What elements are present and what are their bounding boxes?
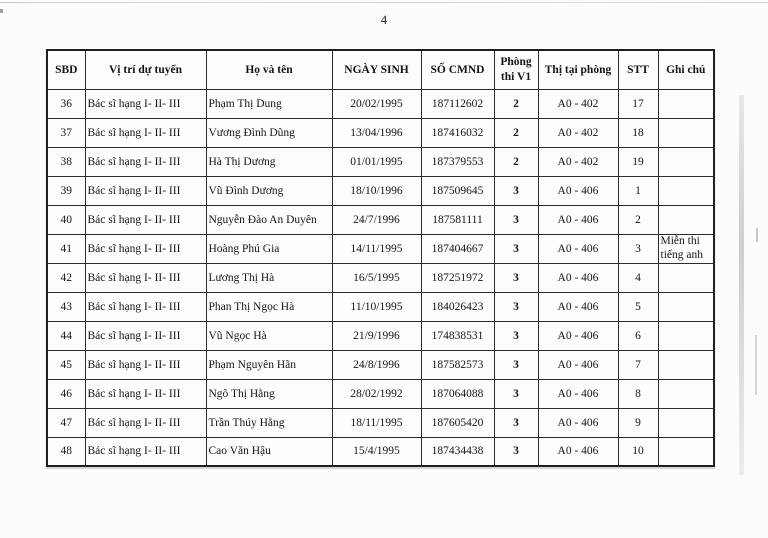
table-row [47,118,714,147]
cell-stt: 6 [618,321,658,350]
table-header-row [47,50,714,89]
cell-ho-va-ten: Ngô Thị Hằng [206,379,332,408]
cell-thi-tai-phong: A0 - 402 [538,147,618,176]
candidates-table [46,49,715,467]
cell-ngay-sinh: 11/10/1995 [332,292,421,321]
cell-sbd: 36 [47,89,85,118]
cell-stt: 19 [618,147,658,176]
cell-phong-thi-v1: 3 [494,408,538,437]
cell-sbd: 47 [47,408,85,437]
cell-thi-tai-phong: A0 - 402 [538,89,618,118]
table-row [47,379,714,408]
cell-thi-tai-phong: A0 - 406 [538,350,618,379]
cell-stt: 8 [618,379,658,408]
cell-ghi-chu [658,89,714,118]
cell-ngay-sinh: 21/9/1996 [332,321,421,350]
cell-stt: 5 [618,292,658,321]
cell-vi-tri-du-tuyen: Bác sĩ hạng I- II- III [85,234,206,263]
cell-phong-thi-v1: 3 [494,350,538,379]
cell-thi-tai-phong: A0 - 406 [538,437,618,466]
cell-stt: 17 [618,89,658,118]
cell-ngay-sinh: 18/11/1995 [332,408,421,437]
table-body [47,89,714,466]
scan-artifact-right-shadow [739,95,744,475]
cell-phong-thi-v1: 3 [494,379,538,408]
header-cell-vi-tri-du-tuyen: Vị trí dự tuyển [85,50,206,89]
header-cell-phong-thi-v1: Phòng thi V1 [494,50,538,89]
cell-ghi-chu: Miễn thi tiếng anh [658,234,714,263]
header-cell-so-cmnd: SỐ CMND [421,50,494,89]
cell-stt: 7 [618,350,658,379]
cell-so-cmnd: 187379553 [421,147,494,176]
cell-vi-tri-du-tuyen: Bác sĩ hạng I- II- III [85,263,206,292]
cell-ngay-sinh: 16/5/1995 [332,263,421,292]
cell-sbd: 38 [47,147,85,176]
scan-artifact-right-dash [755,335,757,395]
cell-so-cmnd: 187404667 [421,234,494,263]
cell-thi-tai-phong: A0 - 406 [538,321,618,350]
cell-ghi-chu [658,205,714,234]
cell-phong-thi-v1: 3 [494,205,538,234]
cell-phong-thi-v1: 2 [494,89,538,118]
page-number: 4 [380,13,388,27]
cell-vi-tri-du-tuyen: Bác sĩ hạng I- II- III [85,118,206,147]
cell-stt: 10 [618,437,658,466]
cell-vi-tri-du-tuyen: Bác sĩ hạng I- II- III [85,408,206,437]
cell-ngay-sinh: 01/01/1995 [332,147,421,176]
cell-thi-tai-phong: A0 - 406 [538,234,618,263]
cell-ghi-chu [658,321,714,350]
cell-ngay-sinh: 13/04/1996 [332,118,421,147]
cell-ho-va-ten: Vương Đình Dũng [206,118,332,147]
cell-thi-tai-phong: A0 - 406 [538,379,618,408]
cell-ngay-sinh: 24/7/1996 [332,205,421,234]
cell-so-cmnd: 187509645 [421,176,494,205]
cell-sbd: 37 [47,118,85,147]
cell-vi-tri-du-tuyen: Bác sĩ hạng I- II- III [85,176,206,205]
scan-artifact-top-line [0,2,768,3]
cell-ngay-sinh: 20/02/1995 [332,89,421,118]
cell-ngay-sinh: 14/11/1995 [332,234,421,263]
cell-so-cmnd: 184026423 [421,292,494,321]
cell-so-cmnd: 187581111 [421,205,494,234]
cell-vi-tri-du-tuyen: Bác sĩ hạng I- II- III [85,350,206,379]
table-row [47,147,714,176]
cell-phong-thi-v1: 2 [494,118,538,147]
cell-ghi-chu [658,147,714,176]
cell-ghi-chu [658,408,714,437]
cell-ngay-sinh: 15/4/1995 [332,437,421,466]
cell-ho-va-ten: Vũ Ngọc Hà [206,321,332,350]
cell-thi-tai-phong: A0 - 406 [538,263,618,292]
cell-thi-tai-phong: A0 - 406 [538,176,618,205]
cell-thi-tai-phong: A0 - 402 [538,118,618,147]
cell-so-cmnd: 187251972 [421,263,494,292]
table-row [47,292,714,321]
cell-sbd: 48 [47,437,85,466]
cell-ghi-chu [658,263,714,292]
cell-so-cmnd: 187582573 [421,350,494,379]
cell-ghi-chu [658,118,714,147]
cell-sbd: 39 [47,176,85,205]
header-cell-ho-va-ten: Họ và tên [206,50,332,89]
cell-vi-tri-du-tuyen: Bác sĩ hạng I- II- III [85,205,206,234]
cell-ho-va-ten: Phan Thị Ngọc Hà [206,292,332,321]
cell-ho-va-ten: Phạm Thị Dung [206,89,332,118]
header-cell-thi-tai-phong: Thị tại phòng [538,50,618,89]
cell-ho-va-ten: Hà Thị Dương [206,147,332,176]
header-cell-sbd: SBD [47,50,85,89]
cell-sbd: 41 [47,234,85,263]
cell-stt: 4 [618,263,658,292]
cell-phong-thi-v1: 3 [494,292,538,321]
cell-stt: 3 [618,234,658,263]
cell-thi-tai-phong: A0 - 406 [538,408,618,437]
cell-phong-thi-v1: 3 [494,321,538,350]
cell-stt: 1 [618,176,658,205]
cell-stt: 9 [618,408,658,437]
cell-ho-va-ten: Trần Thúy Hằng [206,408,332,437]
cell-phong-thi-v1: 3 [494,437,538,466]
cell-vi-tri-du-tuyen: Bác sĩ hạng I- II- III [85,147,206,176]
cell-so-cmnd: 187434438 [421,437,494,466]
cell-ghi-chu [658,379,714,408]
cell-ngay-sinh: 18/10/1996 [332,176,421,205]
cell-ho-va-ten: Cao Văn Hậu [206,437,332,466]
scan-artifact-right-dash [756,228,758,242]
table-row [47,176,714,205]
cell-ghi-chu [658,292,714,321]
cell-so-cmnd: 187064088 [421,379,494,408]
cell-so-cmnd: 174838531 [421,321,494,350]
cell-sbd: 44 [47,321,85,350]
table-row [47,350,714,379]
cell-ghi-chu [658,176,714,205]
table-row [47,437,714,466]
cell-sbd: 45 [47,350,85,379]
table-row [47,205,714,234]
cell-vi-tri-du-tuyen: Bác sĩ hạng I- II- III [85,437,206,466]
cell-vi-tri-du-tuyen: Bác sĩ hạng I- II- III [85,89,206,118]
cell-phong-thi-v1: 3 [494,176,538,205]
cell-thi-tai-phong: A0 - 406 [538,292,618,321]
cell-vi-tri-du-tuyen: Bác sĩ hạng I- II- III [85,321,206,350]
table-row [47,89,714,118]
cell-ho-va-ten: Lương Thị Hà [206,263,332,292]
cell-ghi-chu [658,437,714,466]
cell-so-cmnd: 187605420 [421,408,494,437]
cell-so-cmnd: 187416032 [421,118,494,147]
table-row [47,408,714,437]
table-row [47,321,714,350]
cell-vi-tri-du-tuyen: Bác sĩ hạng I- II- III [85,379,206,408]
table-row [47,234,714,263]
cell-ghi-chu [658,350,714,379]
cell-ho-va-ten: Vũ Đình Dương [206,176,332,205]
cell-thi-tai-phong: A0 - 406 [538,205,618,234]
header-cell-stt: STT [618,50,658,89]
table-row [47,263,714,292]
header-cell-ngay-sinh: NGÀY SINH [332,50,421,89]
cell-ngay-sinh: 24/8/1996 [332,350,421,379]
cell-ho-va-ten: Phạm Nguyên Hãn [206,350,332,379]
cell-sbd: 42 [47,263,85,292]
cell-sbd: 46 [47,379,85,408]
cell-phong-thi-v1: 3 [494,234,538,263]
cell-stt: 18 [618,118,658,147]
cell-sbd: 40 [47,205,85,234]
cell-vi-tri-du-tuyen: Bác sĩ hạng I- II- III [85,292,206,321]
cell-ho-va-ten: Nguyễn Đào An Duyên [206,205,332,234]
cell-sbd: 43 [47,292,85,321]
cell-so-cmnd: 187112602 [421,89,494,118]
cell-ho-va-ten: Hoàng Phú Gia [206,234,332,263]
cell-stt: 2 [618,205,658,234]
header-cell-ghi-chu: Ghi chú [658,50,714,89]
cell-phong-thi-v1: 2 [494,147,538,176]
cell-phong-thi-v1: 3 [494,263,538,292]
cell-ngay-sinh: 28/02/1992 [332,379,421,408]
